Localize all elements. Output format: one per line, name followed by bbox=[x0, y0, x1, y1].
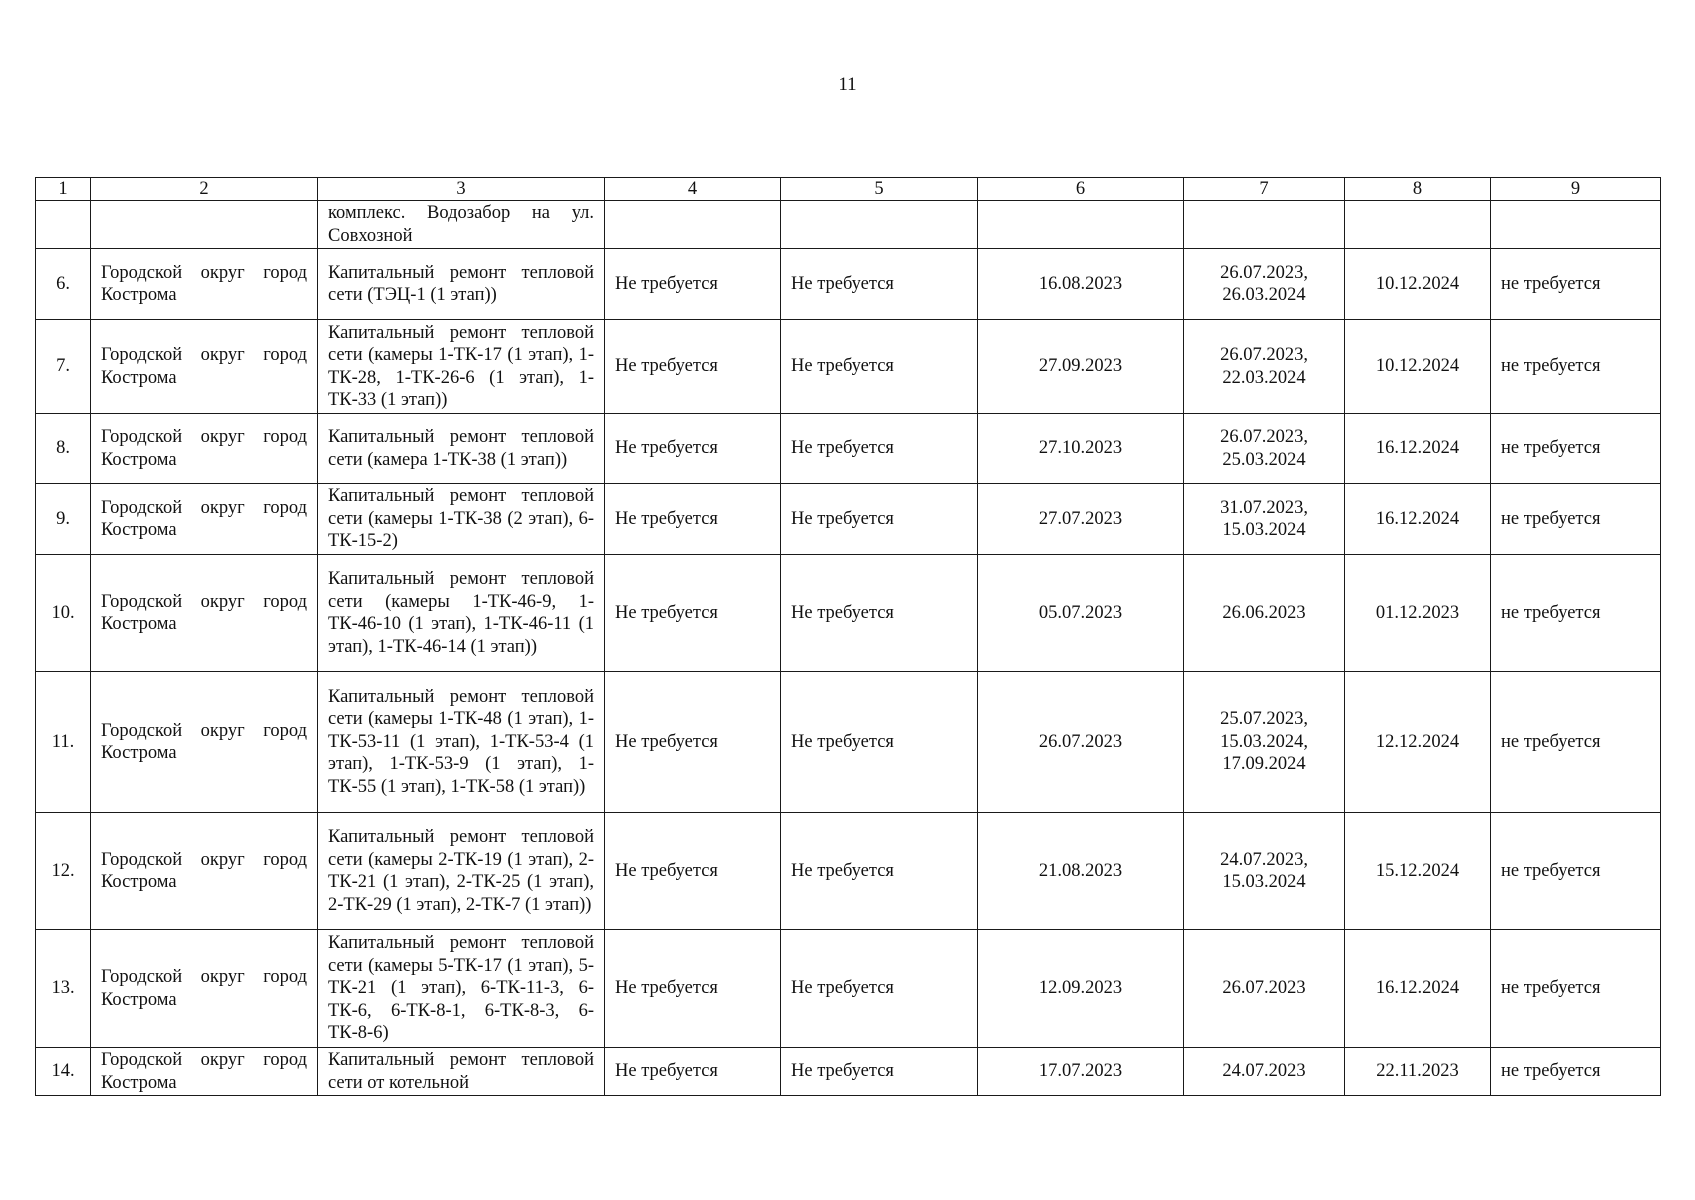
row-description: Капитальный ремонт тепловой сети (камеры 1-ТК-46-9, 1-ТК-46-10 (1 этап), 1-ТК-46-11 (1 этап), 1-ТК-46-14 (1 этап)) bbox=[318, 555, 605, 672]
row-col-4: Не требуется bbox=[605, 484, 781, 555]
row-area: Городской округ город Кострома bbox=[91, 1048, 318, 1096]
table-cell bbox=[978, 201, 1184, 249]
row-col-7: 24.07.2023, 15.03.2024 bbox=[1184, 813, 1345, 930]
table-row bbox=[36, 1048, 1661, 1096]
row-col-6: 21.08.2023 bbox=[978, 813, 1184, 930]
header-row bbox=[36, 178, 1661, 201]
table-row bbox=[36, 249, 1661, 320]
row-col-6: 26.07.2023 bbox=[978, 672, 1184, 813]
row-description: Капитальный ремонт тепловой сети (камера 1-ТК-38 (1 этап)) bbox=[318, 414, 605, 484]
row-col-4: Не требуется bbox=[605, 249, 781, 320]
row-col-4: Не требуется bbox=[605, 1048, 781, 1096]
table-cell bbox=[781, 201, 978, 249]
row-number: 14. bbox=[36, 1048, 91, 1096]
table-row bbox=[36, 930, 1661, 1048]
table-cell bbox=[605, 201, 781, 249]
row-col-7: 24.07.2023 bbox=[1184, 1048, 1345, 1096]
works-table bbox=[35, 177, 1661, 1096]
header-col-3: 3 bbox=[318, 178, 605, 201]
row-col-6: 17.07.2023 bbox=[978, 1048, 1184, 1096]
row-col-5: Не требуется bbox=[781, 1048, 978, 1096]
header-col-8: 8 bbox=[1345, 178, 1491, 201]
row-description: Капитальный ремонт тепловой сети (камеры 1-ТК-17 (1 этап), 1-ТК-28, 1-ТК-26-6 (1 этап), 1-ТК-33 (1 этап)) bbox=[318, 320, 605, 414]
row-col-9: не требуется bbox=[1491, 320, 1661, 414]
row-col-9: не требуется bbox=[1491, 484, 1661, 555]
row-number: 10. bbox=[36, 555, 91, 672]
row-col-8: 01.12.2023 bbox=[1345, 555, 1491, 672]
table-row-continuation bbox=[36, 201, 1661, 249]
row-col-8: 16.12.2024 bbox=[1345, 414, 1491, 484]
table-cell bbox=[91, 201, 318, 249]
header-col-5: 5 bbox=[781, 178, 978, 201]
row-number: 9. bbox=[36, 484, 91, 555]
table-cell bbox=[1184, 201, 1345, 249]
row-col-5: Не требуется bbox=[781, 555, 978, 672]
header-col-7: 7 bbox=[1184, 178, 1345, 201]
row-number: 8. bbox=[36, 414, 91, 484]
table-row bbox=[36, 555, 1661, 672]
row-col-8: 16.12.2024 bbox=[1345, 930, 1491, 1048]
row-col-4: Не требуется bbox=[605, 813, 781, 930]
row-col-9: не требуется bbox=[1491, 414, 1661, 484]
header-col-9: 9 bbox=[1491, 178, 1661, 201]
row-col-5: Не требуется bbox=[781, 813, 978, 930]
row-col-5: Не требуется bbox=[781, 484, 978, 555]
row-description: Капитальный ремонт тепловой сети (камеры 1-ТК-38 (2 этап), 6-ТК-15-2) bbox=[318, 484, 605, 555]
row-description: Капитальный ремонт тепловой сети (камеры 5-ТК-17 (1 этап), 5-ТК-21 (1 этап), 6-ТК-11-3, 6-ТК-6, 6-ТК-8-1, 6-ТК-8-3, 6-ТК-8-6) bbox=[318, 930, 605, 1048]
table-cell bbox=[36, 201, 91, 249]
row-col-6: 12.09.2023 bbox=[978, 930, 1184, 1048]
row-col-8: 15.12.2024 bbox=[1345, 813, 1491, 930]
row-col-9: не требуется bbox=[1491, 555, 1661, 672]
row-col-8: 10.12.2024 bbox=[1345, 320, 1491, 414]
header-col-6: 6 bbox=[978, 178, 1184, 201]
row-col-4: Не требуется bbox=[605, 320, 781, 414]
row-area: Городской округ город Кострома bbox=[91, 320, 318, 414]
row-col-5: Не требуется bbox=[781, 414, 978, 484]
row-col-7: 26.07.2023 bbox=[1184, 930, 1345, 1048]
row-number: 12. bbox=[36, 813, 91, 930]
header-col-4: 4 bbox=[605, 178, 781, 201]
table-cell bbox=[1345, 201, 1491, 249]
row-col-6: 27.09.2023 bbox=[978, 320, 1184, 414]
row-description: Капитальный ремонт тепловой сети от котельной bbox=[318, 1048, 605, 1096]
row-col-9: не требуется bbox=[1491, 672, 1661, 813]
row-description: Капитальный ремонт тепловой сети (камеры 1-ТК-48 (1 этап), 1-ТК-53-11 (1 этап), 1-ТК-53-4 (1 этап), 1-ТК-53-9 (1 этап), 1-ТК-55 (1 этап), 1-ТК-58 (1 этап)) bbox=[318, 672, 605, 813]
row-col-7: 26.06.2023 bbox=[1184, 555, 1345, 672]
table-cell-description: комплекс. Водозабор на ул. Совхозной bbox=[318, 201, 605, 249]
header-col-2: 2 bbox=[91, 178, 318, 201]
row-col-7: 26.07.2023, 26.03.2024 bbox=[1184, 249, 1345, 320]
row-area: Городской округ город Кострома bbox=[91, 484, 318, 555]
table-row bbox=[36, 813, 1661, 930]
row-number: 11. bbox=[36, 672, 91, 813]
table-row bbox=[36, 672, 1661, 813]
row-area: Городской округ город Кострома bbox=[91, 555, 318, 672]
row-col-6: 05.07.2023 bbox=[978, 555, 1184, 672]
row-area: Городской округ город Кострома bbox=[91, 414, 318, 484]
row-number: 13. bbox=[36, 930, 91, 1048]
row-col-7: 31.07.2023, 15.03.2024 bbox=[1184, 484, 1345, 555]
row-col-9: не требуется bbox=[1491, 1048, 1661, 1096]
table-row bbox=[36, 320, 1661, 414]
row-area: Городской округ город Кострома bbox=[91, 930, 318, 1048]
row-col-8: 10.12.2024 bbox=[1345, 249, 1491, 320]
row-description: Капитальный ремонт тепловой сети (камеры 2-ТК-19 (1 этап), 2-ТК-21 (1 этап), 2-ТК-25 (1 этап), 2-ТК-29 (1 этап), 2-ТК-7 (1 этап)) bbox=[318, 813, 605, 930]
row-col-7: 26.07.2023, 25.03.2024 bbox=[1184, 414, 1345, 484]
row-number: 7. bbox=[36, 320, 91, 414]
row-col-6: 16.08.2023 bbox=[978, 249, 1184, 320]
row-col-5: Не требуется bbox=[781, 249, 978, 320]
row-description: Капитальный ремонт тепловой сети (ТЭЦ-1 (1 этап)) bbox=[318, 249, 605, 320]
row-col-9: не требуется bbox=[1491, 813, 1661, 930]
row-col-4: Не требуется bbox=[605, 555, 781, 672]
row-col-7: 25.07.2023, 15.03.2024, 17.09.2024 bbox=[1184, 672, 1345, 813]
row-area: Городской округ город Кострома bbox=[91, 249, 318, 320]
row-col-7: 26.07.2023, 22.03.2024 bbox=[1184, 320, 1345, 414]
row-col-5: Не требуется bbox=[781, 672, 978, 813]
row-col-8: 16.12.2024 bbox=[1345, 484, 1491, 555]
page-number: 11 bbox=[838, 74, 857, 95]
row-number: 6. bbox=[36, 249, 91, 320]
row-col-5: Не требуется bbox=[781, 930, 978, 1048]
row-area: Городской округ город Кострома bbox=[91, 672, 318, 813]
header-col-1: 1 bbox=[36, 178, 91, 201]
row-col-4: Не требуется bbox=[605, 930, 781, 1048]
row-area: Городской округ город Кострома bbox=[91, 813, 318, 930]
row-col-4: Не требуется bbox=[605, 672, 781, 813]
table-row bbox=[36, 414, 1661, 484]
table-cell bbox=[1491, 201, 1661, 249]
row-col-4: Не требуется bbox=[605, 414, 781, 484]
row-col-9: не требуется bbox=[1491, 930, 1661, 1048]
row-col-6: 27.10.2023 bbox=[978, 414, 1184, 484]
table-row bbox=[36, 484, 1661, 555]
row-col-8: 12.12.2024 bbox=[1345, 672, 1491, 813]
row-col-8: 22.11.2023 bbox=[1345, 1048, 1491, 1096]
row-col-6: 27.07.2023 bbox=[978, 484, 1184, 555]
row-col-9: не требуется bbox=[1491, 249, 1661, 320]
row-col-5: Не требуется bbox=[781, 320, 978, 414]
